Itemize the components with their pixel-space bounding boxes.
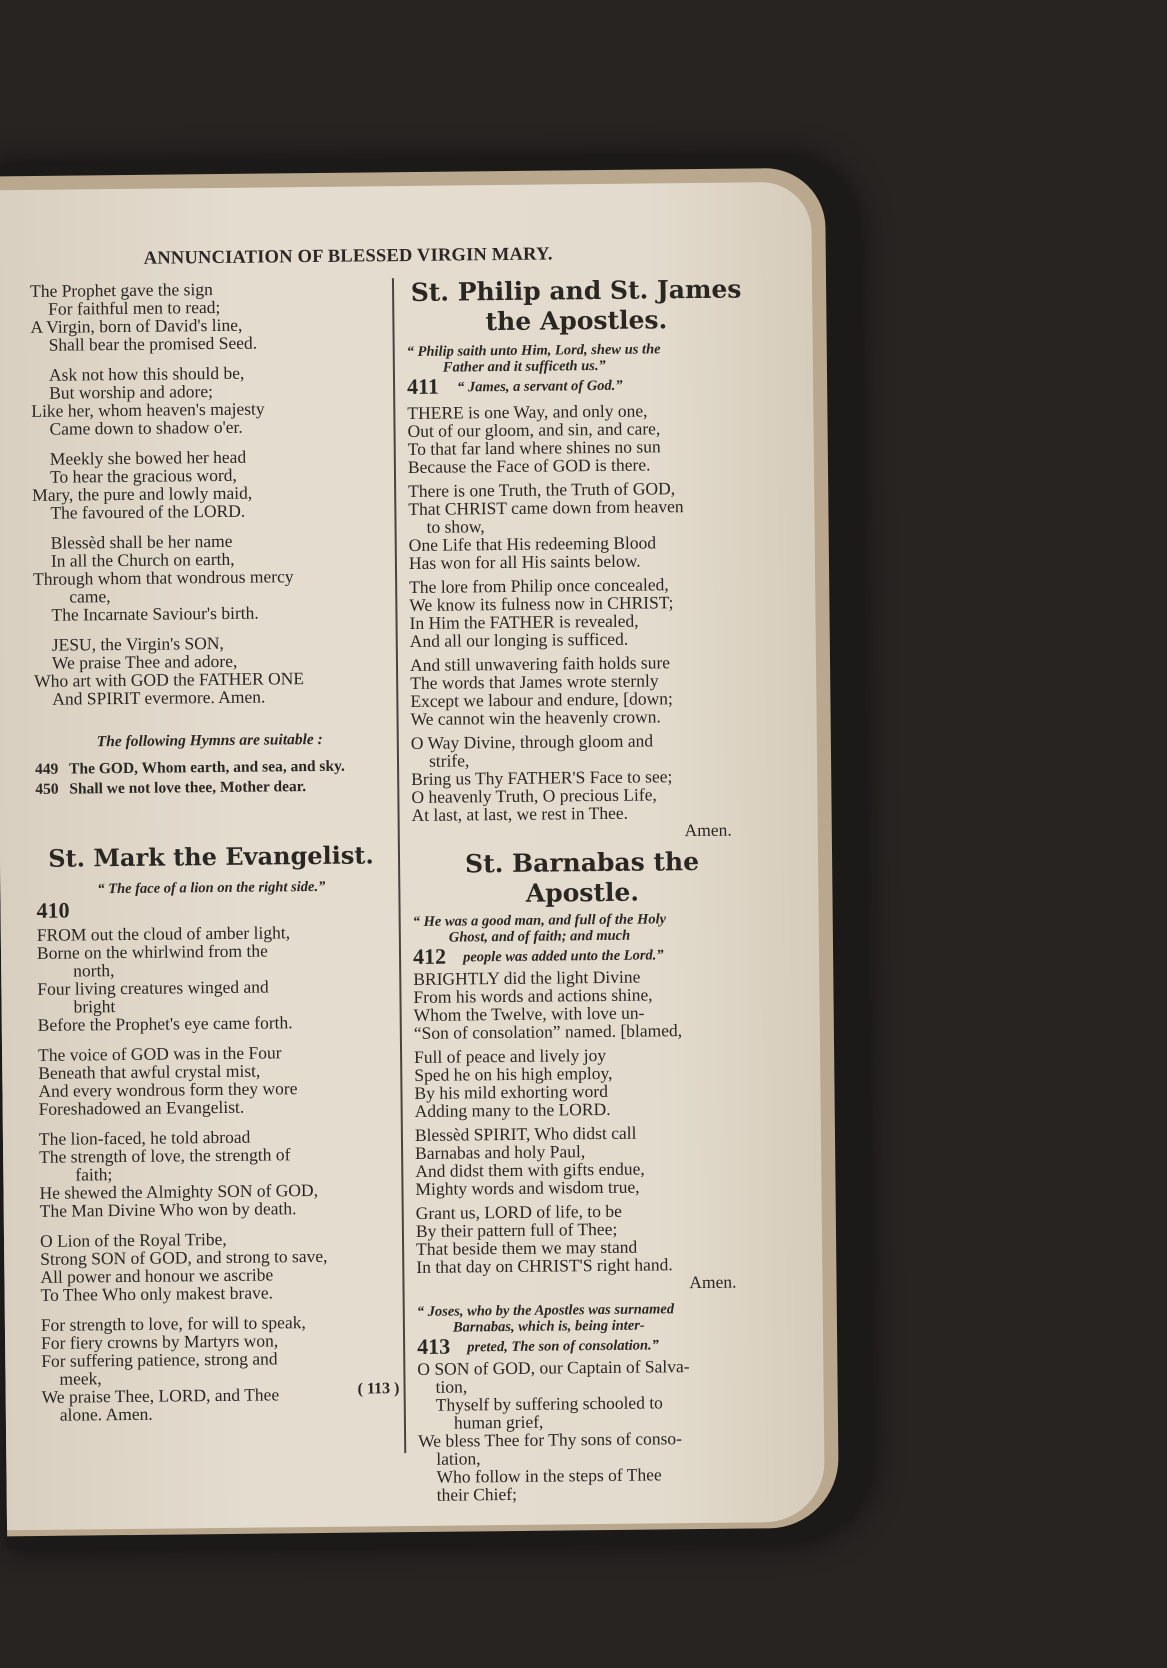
- right-column: [406, 274, 759, 1515]
- stanza: [407, 400, 748, 476]
- stanza: [37, 922, 388, 1034]
- verse-line: We praise Thee and adore,: [51, 650, 238, 673]
- verse-line: FROM out the cloud of amber light,: [36, 922, 291, 945]
- hymn-motto: [413, 910, 753, 946]
- hymn-reference: [35, 778, 385, 798]
- verse-line: Borne on the whirlwind from the: [36, 940, 268, 963]
- verse-line: The strength of love, the strength of: [39, 1144, 291, 1167]
- reference-text: Shall we not love thee, Mother dear.: [69, 778, 307, 798]
- verse-line: Barnabas and holy Paul,: [415, 1141, 586, 1163]
- verse-line: “Son of consolation” named. [blamed,: [413, 1020, 683, 1043]
- verse-line: All power and honour we ascribe: [40, 1264, 274, 1287]
- verse-line: To hear the gracious word,: [49, 464, 237, 487]
- verse-line: O Way Divine, through gloom and: [410, 730, 654, 753]
- hymn-number-row: [412, 943, 753, 969]
- verse-line: Thyself by suffering schooled to: [435, 1392, 663, 1415]
- stanza: [40, 1228, 391, 1304]
- stanza: [416, 1200, 757, 1276]
- stanza: [34, 632, 385, 708]
- verse-line: The lion-faced, he told abroad: [38, 1126, 251, 1149]
- verse-line: A Virgin, born of David's line,: [30, 314, 243, 337]
- verse-line: One Life that His redeeming Blood: [408, 532, 657, 555]
- amen: Amen.: [684, 819, 732, 841]
- verse-line: Out of our gloom, and sin, and care,: [407, 418, 661, 441]
- verse-line: For suffering patience, strong and: [41, 1348, 278, 1371]
- verse-line: Mary, the pure and lowly maid,: [32, 482, 253, 505]
- verse-line: O SON of GOD, our Captain of Salva-: [417, 1356, 690, 1379]
- motto-line: Ghost, and of faith; and much: [448, 927, 631, 946]
- verse-line: came,: [69, 586, 111, 607]
- verse-line: tion,: [435, 1376, 468, 1397]
- motto-line: Barnabas, which is, being inter-: [452, 1317, 645, 1336]
- verse-line: Mighty words and wisdom true,: [415, 1176, 640, 1199]
- verse-line: Through whom that wondrous mercy: [32, 566, 294, 589]
- motto-line: Father and it sufficeth us.”: [442, 357, 606, 376]
- verse-line: to show,: [426, 516, 485, 537]
- running-header: ANNUNCIATION OF BLESSED VIRGIN MARY.: [143, 244, 553, 269]
- reference-number: 450: [35, 780, 59, 798]
- verse-line: For fiery crowns by Martyrs won,: [40, 1330, 279, 1353]
- verse-line: The Incarnate Saviour's birth.: [51, 602, 259, 625]
- stanza: [38, 1042, 389, 1118]
- verse-line: And every wondrous form they wore: [38, 1078, 298, 1101]
- motto-line: “ He was a good man, and full of the Holy: [412, 911, 667, 930]
- stanza: [39, 1126, 390, 1220]
- column-rule: [392, 278, 406, 1453]
- verse-line: Ask not how this should be,: [48, 362, 245, 385]
- verse-line: Who art with GOD the FATHER ONE: [34, 668, 305, 691]
- hymn-number-row: [406, 373, 747, 399]
- verse-line: Full of peace and lively joy: [413, 1044, 607, 1067]
- stanza: [41, 1312, 392, 1424]
- stanza: [410, 652, 751, 728]
- verse-line: bright: [73, 996, 116, 1017]
- verse-line: Who follow in the steps of Thee: [436, 1464, 662, 1487]
- verse-line: In that day on CHRIST'S right hand.: [416, 1254, 673, 1277]
- verse-line: Strong SON of GOD, and strong to save,: [40, 1245, 328, 1269]
- hymn-motto: “ The face of a lion on the right side.”: [97, 878, 326, 898]
- verse-line: Blessèd SPIRIT, Who didst call: [414, 1122, 637, 1145]
- hymn-motto: people was added unto the Lord.”: [462, 947, 664, 966]
- verse-line: For strength to love, for will to speak,: [40, 1312, 306, 1335]
- verse-line: The Prophet gave the sign: [29, 279, 213, 301]
- verse-line: The voice of GOD was in the Four: [37, 1042, 282, 1065]
- hymn-motto: preted, The son of consolation.”: [467, 1337, 659, 1356]
- hymn-number: 410: [36, 897, 70, 923]
- verse-line: That beside them we may stand: [416, 1236, 638, 1259]
- hymnal-page: [0, 182, 825, 1530]
- stanza: [411, 730, 752, 824]
- hymn-heading-philip-james-line2: the Apostles.: [485, 305, 668, 337]
- verse-line: At last, at last, we rest in Thee.: [411, 802, 629, 825]
- reference-number: 449: [34, 760, 59, 778]
- verse-line: The Man Divine Who won by death.: [39, 1198, 297, 1221]
- verse-line: strife,: [428, 750, 470, 771]
- verse-line: The words that James wrote sternly: [410, 670, 659, 693]
- verse-line: And still unwavering faith holds sure: [409, 652, 671, 675]
- hymn-heading-st-mark: St. Mark the Evangelist.: [48, 840, 374, 873]
- hymn-motto: [417, 1300, 757, 1336]
- verse-line: And SPIRIT evermore. Amen.: [52, 686, 266, 709]
- hymn-motto: [407, 340, 747, 376]
- verse-line: And all our longing is sufficed.: [409, 628, 629, 651]
- verse-line: BRIGHTLY did the light Divine: [413, 966, 641, 989]
- verse-line: O Lion of the Royal Tribe,: [39, 1228, 227, 1251]
- verse-line: north,: [73, 960, 115, 981]
- verse-line: lation,: [436, 1448, 481, 1469]
- left-column: [30, 278, 392, 1436]
- verse-line: alone. Amen.: [59, 1403, 153, 1425]
- verse-line: Grant us, LORD of life, to be: [415, 1200, 622, 1223]
- verse-line: Like her, whom heaven's majesty: [31, 398, 265, 421]
- suitable-hymns-title: The following Hymns are suitable :: [96, 730, 323, 751]
- verse-line: Whom the Twelve, with love un-: [413, 1002, 645, 1025]
- verse-line: JESU, the Virgin's SON,: [51, 632, 224, 655]
- verse-line: human grief,: [453, 1411, 544, 1433]
- hymn-motto: “ James, a servant of God.”: [457, 377, 623, 396]
- hymn-number: 411: [406, 373, 440, 399]
- verse-line: Beneath that awful crystal mist,: [38, 1060, 261, 1083]
- stanza: [33, 530, 384, 624]
- verse-line: Has won for all His saints below.: [408, 550, 641, 573]
- hymn-reference: [35, 758, 385, 778]
- hymn-number: 413: [417, 1333, 451, 1359]
- stanza: [413, 966, 754, 1042]
- verse-line: By their pattern full of Thee;: [415, 1218, 618, 1241]
- hymn-number-row: [417, 1333, 757, 1359]
- stanza: [409, 574, 750, 650]
- page-number: ( 113 ): [357, 1380, 400, 1398]
- stanza: [31, 362, 382, 438]
- verse-line: And didst them with gifts endue,: [415, 1158, 645, 1181]
- verse-line: Before the Prophet's eye came forth.: [37, 1012, 293, 1035]
- motto-line: “ Philip saith unto Him, Lord, shew us the: [406, 341, 661, 360]
- verse-line: By his mild exhorting word: [414, 1080, 609, 1103]
- verse-line: But worship and adore;: [49, 381, 214, 403]
- verse-line: Came down to shadow o'er.: [49, 416, 243, 439]
- verse-line: From his words and actions shine,: [413, 984, 653, 1007]
- verse-line: To that far land where shines no sun: [407, 436, 661, 459]
- verse-line: Blessèd shall be her name: [50, 530, 233, 553]
- verse-line: Meekly she bowed her head: [49, 446, 247, 469]
- stanza: [32, 446, 383, 522]
- verse-line: To Thee Who only makest brave.: [40, 1282, 274, 1305]
- verse-line: Except we labour and endure, [down;: [410, 688, 673, 711]
- stanza: [408, 478, 749, 572]
- verse-line: THERE is one Way, and only one,: [407, 400, 648, 423]
- stanza: [414, 1044, 755, 1120]
- verse-line: Four living creatures winged and: [37, 976, 269, 999]
- verse-line: In Him the FATHER is revealed,: [409, 610, 639, 633]
- verse-line: We praise Thee, LORD, and Thee: [41, 1384, 280, 1407]
- stanza: [417, 1356, 758, 1504]
- verse-line: faith;: [75, 1164, 113, 1185]
- verse-line: Foreshadowed an Evangelist.: [38, 1096, 245, 1119]
- verse-line: Bring us Thy FATHER'S Face to see;: [411, 766, 673, 789]
- verse-line: Adding many to the LORD.: [414, 1098, 611, 1121]
- verse-line: We know its fulness now in CHRIST;: [409, 592, 674, 615]
- hymn-heading-st-barnabas: St. Barnabas the Apostle.: [464, 846, 700, 908]
- hymn-heading-philip-james: St. Philip and St. James: [410, 274, 742, 307]
- verse-line: Shall bear the promised Seed.: [48, 332, 258, 355]
- hymn-number: 412: [412, 943, 447, 969]
- stanza: [415, 1122, 756, 1198]
- verse-line: We bless Thee for Thy sons of conso-: [418, 1428, 683, 1451]
- verse-line: their Chief;: [436, 1483, 517, 1505]
- verse-line: That CHRIST came down from heaven: [408, 496, 684, 519]
- verse-line: There is one Truth, the Truth of GOD,: [408, 478, 676, 501]
- verse-line: In all the Church on earth,: [50, 548, 235, 571]
- reference-text: The GOD, Whom earth, and sea, and sky.: [68, 757, 345, 778]
- verse-line: O heavenly Truth, O precious Life,: [411, 784, 657, 807]
- verse-line: We cannot win the heavenly crown.: [410, 706, 661, 729]
- verse-line: The favoured of the LORD.: [50, 500, 246, 523]
- verse-line: The lore from Philip once concealed,: [409, 574, 669, 597]
- verse-line: Because the Face of GOD is there.: [407, 454, 651, 477]
- verse-line: He shewed the Almighty SON of GOD,: [39, 1179, 319, 1203]
- verse-line: Sped he on his high employ,: [414, 1062, 613, 1085]
- motto-line: “ Joses, who by the Apostles was surnamed: [416, 1301, 675, 1320]
- amen: Amen.: [689, 1271, 737, 1293]
- verse-line: meek,: [59, 1368, 102, 1389]
- verse-line: For faithful men to read;: [48, 296, 221, 319]
- stanza: [30, 278, 381, 354]
